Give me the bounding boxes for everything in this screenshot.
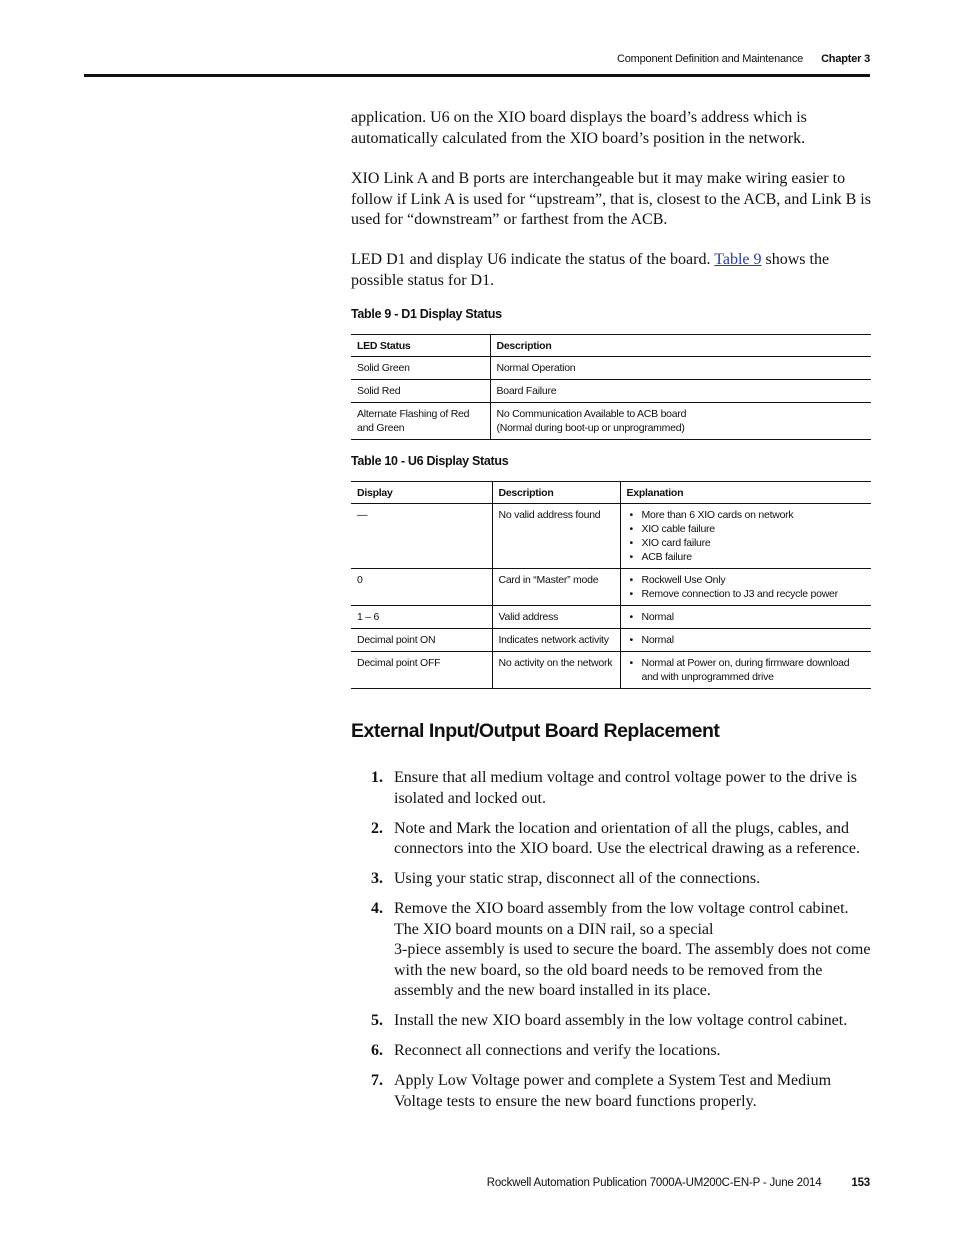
step-number: 5. bbox=[371, 1012, 383, 1029]
cell-led-status: Solid Red bbox=[351, 380, 490, 403]
list-item: • Normal at Power on, during firmware download and with unprogrammed drive bbox=[627, 656, 866, 684]
cell-description: Card in “Master” mode bbox=[492, 569, 620, 606]
cell-display: 1 – 6 bbox=[351, 606, 492, 629]
cell-description: No activity on the network bbox=[492, 652, 620, 689]
cell-description: No valid address found bbox=[492, 504, 620, 569]
table-row bbox=[351, 606, 871, 629]
table-10 bbox=[351, 481, 871, 689]
cell-description: Valid address bbox=[492, 606, 620, 629]
step-text: Apply Low Voltage power and complete a System Test and Medium Voltage tests to ensure the new board functions properly. bbox=[394, 1072, 832, 1110]
step-number: 7. bbox=[371, 1072, 383, 1089]
cell-led-status: Solid Green bbox=[351, 357, 490, 380]
header-section-title: Component Definition and Maintenance bbox=[617, 53, 804, 65]
explanation-list bbox=[627, 656, 866, 684]
step-number: 2. bbox=[371, 819, 383, 837]
table-9 bbox=[351, 334, 871, 440]
step-text: Using your static strap, disconnect all of the connections. bbox=[394, 870, 761, 887]
paragraph-status-text-1: LED D1 and display U6 indicate the status of the board. bbox=[351, 251, 715, 268]
step-item bbox=[351, 899, 871, 1002]
cell-explanation bbox=[620, 652, 871, 689]
cell-explanation bbox=[620, 606, 871, 629]
footer-publication: Rockwell Automation Publication 7000A-UM200C-EN-P - June 2014 bbox=[486, 1177, 822, 1189]
cell-display: Decimal point OFF bbox=[351, 652, 492, 689]
step-number: 1. bbox=[371, 769, 383, 786]
step-text-continued: 3-piece assembly is used to secure the board. The assembly does not come with the new board, so the old board needs to be removed from the assembly and the new board installed in its place. bbox=[394, 941, 871, 999]
table-row bbox=[351, 357, 871, 380]
paragraph-status bbox=[351, 250, 871, 291]
table-row bbox=[351, 504, 871, 569]
column-header-display: Display bbox=[351, 482, 492, 504]
list-item: • Remove connection to J3 and recycle power bbox=[627, 587, 866, 601]
table-header-row bbox=[351, 482, 871, 504]
cell-display: — bbox=[351, 504, 492, 569]
cell-explanation bbox=[620, 504, 871, 569]
explanation-list bbox=[627, 633, 866, 647]
cell-description-line-2: (Normal during boot-up or unprogrammed) bbox=[496, 422, 685, 434]
explanation-list bbox=[627, 573, 866, 601]
step-text: Note and Mark the location and orientation of all the plugs, cables, and connectors into the XIO board. Use the electrical drawing as a reference. bbox=[394, 819, 861, 857]
step-number: 3. bbox=[371, 870, 383, 887]
cell-display: 0 bbox=[351, 569, 492, 606]
column-header-explanation: Explanation bbox=[620, 482, 871, 504]
cell-description bbox=[490, 403, 871, 440]
step-text: Remove the XIO board assembly from the low voltage control cabinet. The XIO board mounts on a DIN rail, so a special bbox=[394, 900, 849, 938]
table-row bbox=[351, 569, 871, 606]
cell-description: Board Failure bbox=[490, 380, 871, 403]
replacement-steps bbox=[351, 768, 871, 1122]
cell-description-line-1: No Communication Available to ACB board bbox=[496, 408, 687, 420]
table-9-link[interactable]: Table 9 bbox=[714, 251, 762, 268]
step-number: 4. bbox=[371, 900, 383, 917]
paragraph-link-ports: XIO Link A and B ports are interchangeable but it may make wiring easier to follow if Link A is used for “upstream”, that is, closest to the ACB, and Link B is used for “downstream” or farthest from the ACB. bbox=[351, 170, 871, 228]
section-heading: External Input/Output Board Replacement bbox=[351, 720, 720, 742]
paragraph-status-text-2: shows the possible status for D1. bbox=[351, 251, 830, 289]
cell-display: Decimal point ON bbox=[351, 629, 492, 652]
step-item bbox=[351, 1071, 871, 1112]
list-item: • More than 6 XIO cards on network bbox=[627, 508, 866, 522]
header-rule bbox=[84, 74, 870, 77]
table-header-row bbox=[351, 335, 871, 357]
explanation-list bbox=[627, 508, 866, 564]
step-item bbox=[351, 819, 871, 860]
page-number: 153 bbox=[851, 1177, 870, 1189]
table-row bbox=[351, 629, 871, 652]
step-item bbox=[351, 1041, 871, 1062]
column-header-description: Description bbox=[490, 335, 871, 357]
list-item: • Normal bbox=[627, 610, 866, 624]
list-item: • Normal bbox=[627, 633, 866, 647]
header-chapter: Chapter 3 bbox=[821, 53, 870, 65]
cell-description: Normal Operation bbox=[490, 357, 871, 380]
list-item: • ACB failure bbox=[627, 550, 866, 564]
cell-explanation bbox=[620, 629, 871, 652]
list-item: • XIO card failure bbox=[627, 536, 866, 550]
column-header-description: Description bbox=[492, 482, 620, 504]
table-10-caption: Table 10 - U6 Display Status bbox=[351, 454, 509, 468]
paragraph-address: application. U6 on the XIO board displays the board’s address which is automatically calculated from the XIO board’s position in the network. bbox=[351, 109, 807, 147]
explanation-list bbox=[627, 610, 866, 624]
running-footer bbox=[487, 1177, 870, 1189]
table-9-caption: Table 9 - D1 Display Status bbox=[351, 307, 502, 321]
list-item: • XIO cable failure bbox=[627, 522, 866, 536]
cell-description: Indicates network activity bbox=[492, 629, 620, 652]
column-header-led-status: LED Status bbox=[351, 335, 490, 357]
step-item bbox=[351, 1011, 871, 1032]
step-text: Reconnect all connections and verify the locations. bbox=[394, 1042, 721, 1059]
cell-explanation bbox=[620, 569, 871, 606]
step-text: Ensure that all medium voltage and control voltage power to the drive is isolated and locked out. bbox=[394, 769, 857, 807]
table-row bbox=[351, 403, 871, 440]
running-header bbox=[617, 53, 870, 65]
step-item bbox=[351, 768, 871, 809]
table-row bbox=[351, 380, 871, 403]
cell-led-status: Alternate Flashing of Red and Green bbox=[351, 403, 490, 440]
table-row bbox=[351, 652, 871, 689]
step-text: Install the new XIO board assembly in the low voltage control cabinet. bbox=[394, 1012, 848, 1029]
step-item bbox=[351, 869, 871, 890]
step-number: 6. bbox=[371, 1042, 383, 1059]
list-item: • Rockwell Use Only bbox=[627, 573, 866, 587]
